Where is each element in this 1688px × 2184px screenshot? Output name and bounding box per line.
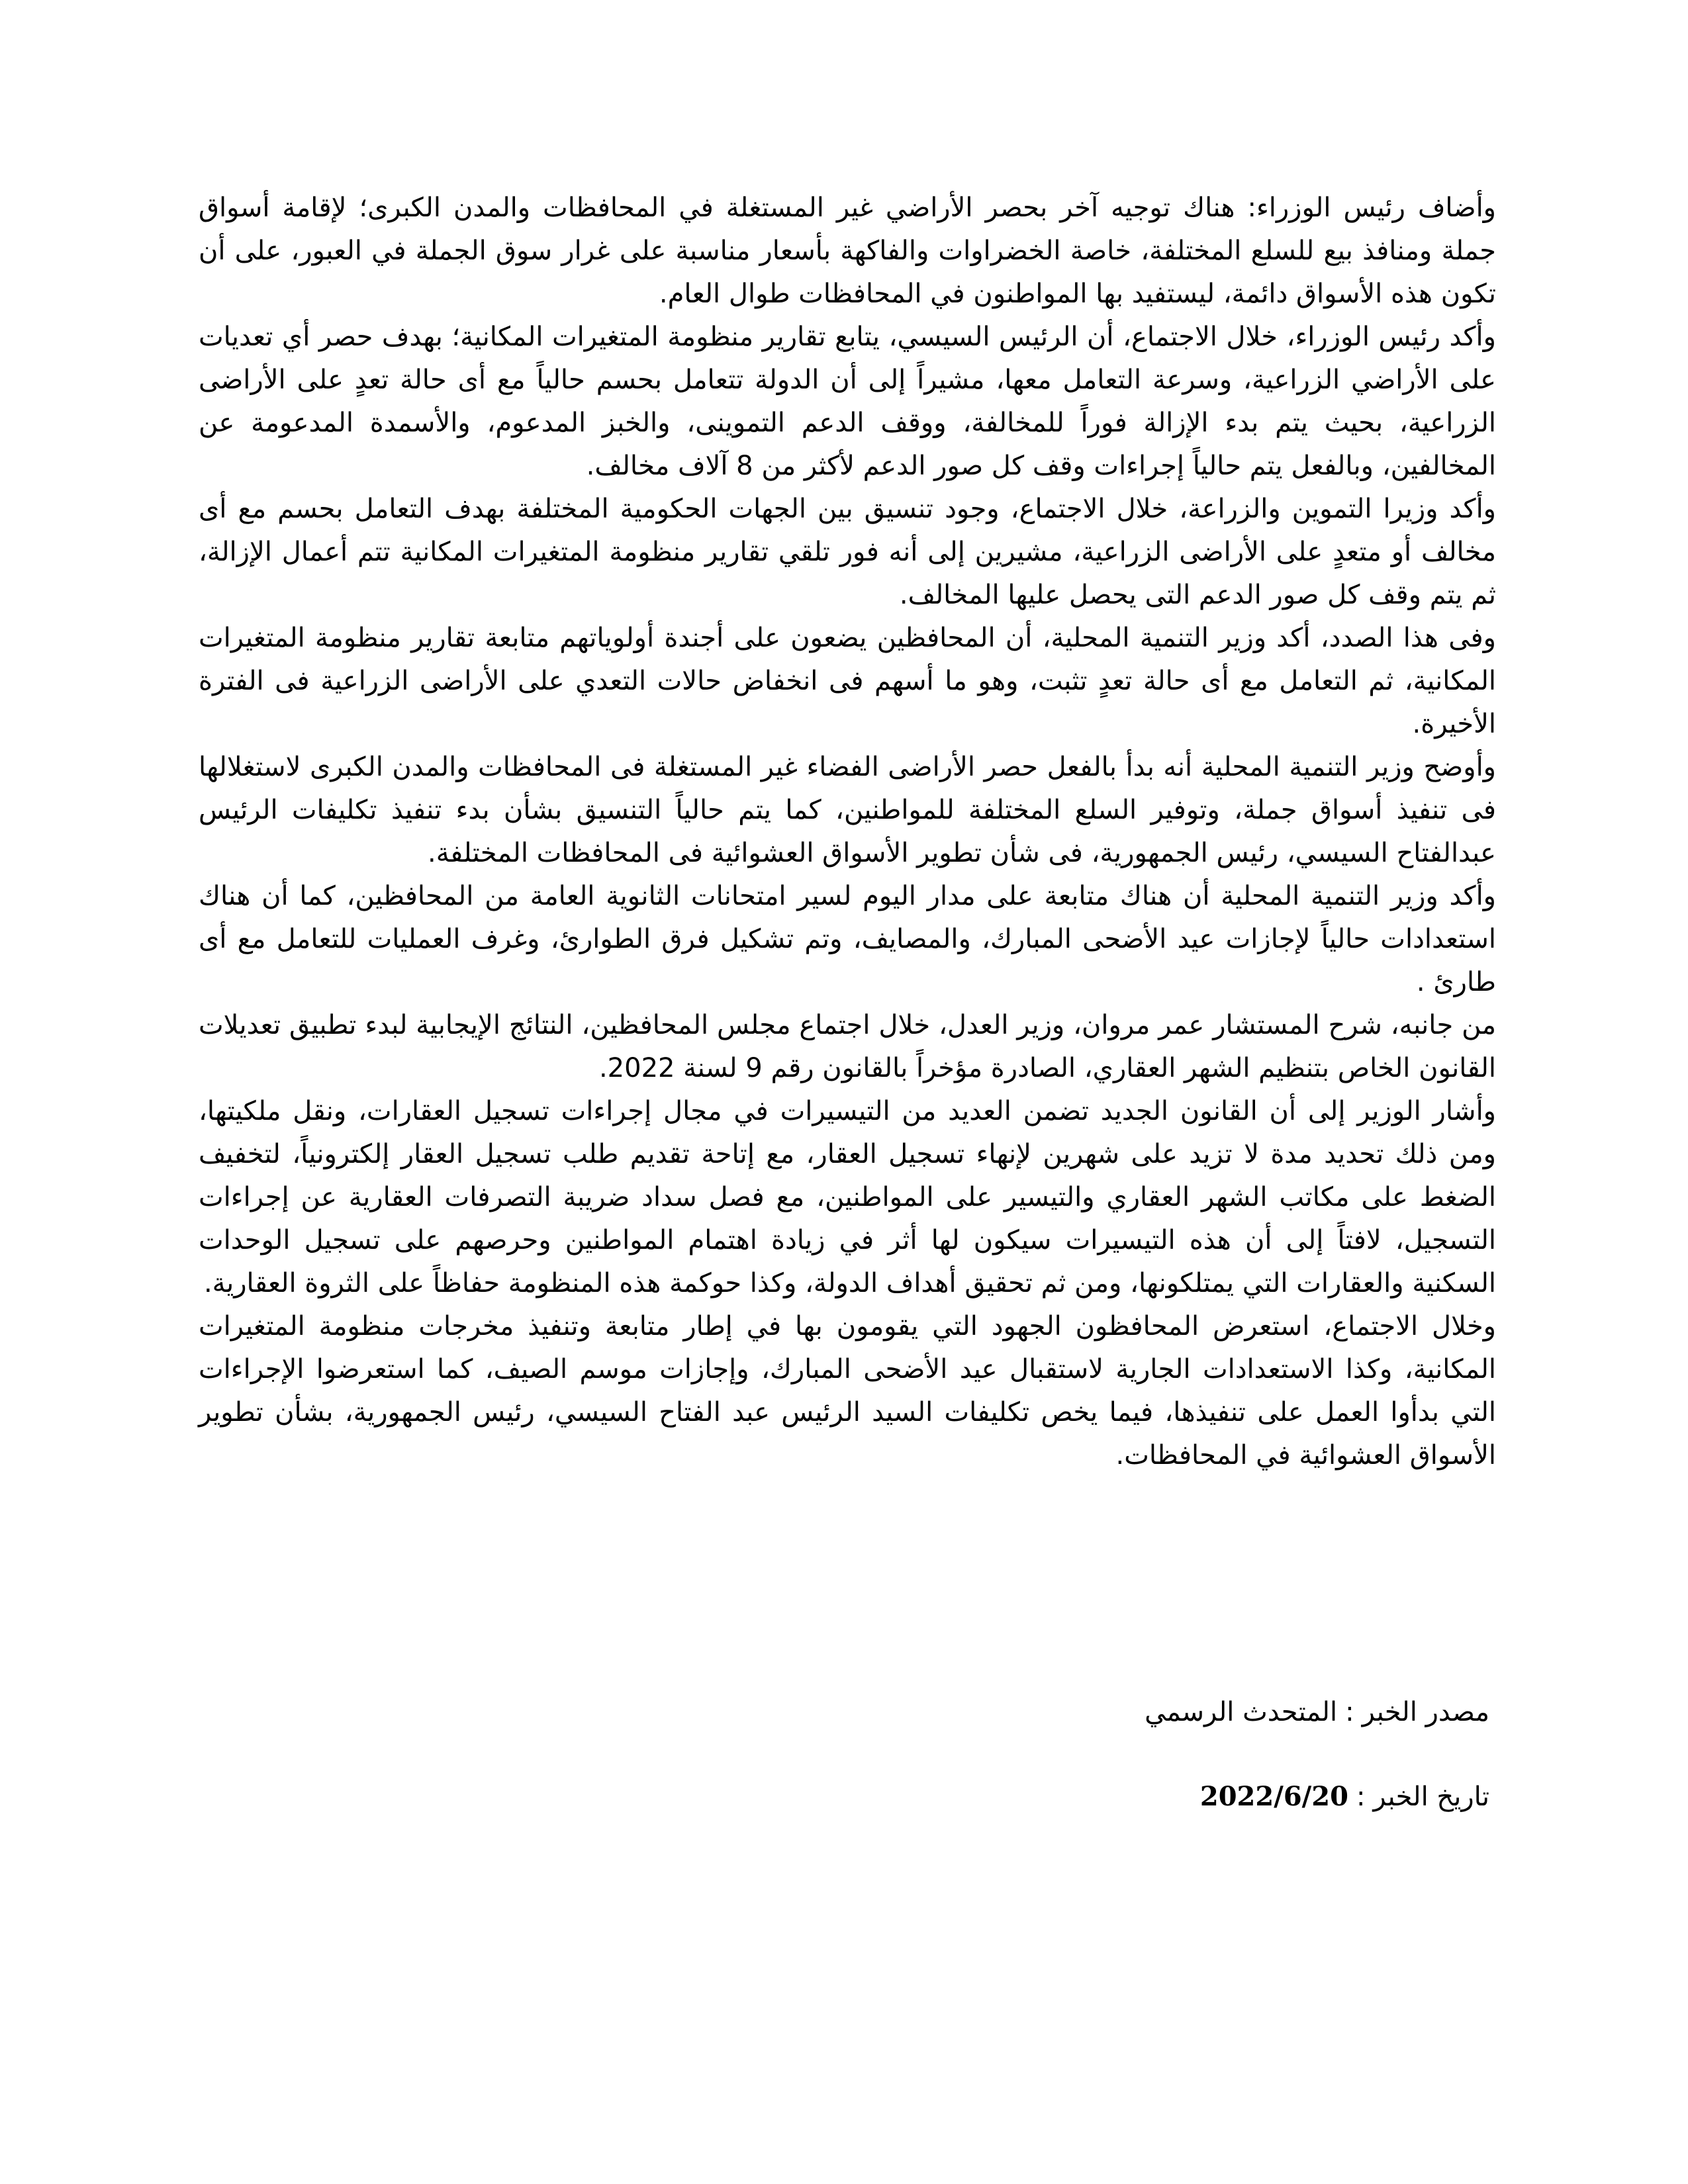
paragraph-1: وأضاف رئيس الوزراء: هناك توجيه آخر بحصر الأراضي غير المستغلة في المحافظات والمدن الكبرى؛ لإقامة أسواق جملة ومنافذ بيع للسلع المختلفة، خاصة الخضراوات والفاكهة بأسعار مناسبة على غرار سوق الجملة في العبور، على أن تكون هذه الأسواق دائمة، ليستفيد بها المواطنون في المحافظات طوال العام. — [199, 193, 1496, 309]
news-date-value: 2022/6/20 — [1199, 1781, 1348, 1812]
news-date-separator: : — [1356, 1782, 1366, 1812]
paragraph-5: وأوضح وزير التنمية المحلية أنه بدأ بالفعل حصر الأراضى الفضاء غير المستغلة فى المحافظات والمدن الكبرى لاستغلالها فى تنفيذ أسواق جملة، وتوفير السلع المختلفة للمواطنين، كما يتم حالياً التنسيق بشأن بدء تنفيذ تكليفات الرئيس عبدالفتاح السيسي، رئيس الجمهورية، فى شأن تطوير الأسواق العشوائية فى المحافظات المختلفة. — [199, 752, 1496, 868]
news-date-label: تاريخ الخبر — [1373, 1782, 1489, 1812]
paragraph-2: وأكد رئيس الوزراء، خلال الاجتماع، أن الرئيس السيسي، يتابع تقارير منظومة المتغيرات المكانية؛ بهدف حصر أي تعديات على الأراضي الزراعية، وسرعة التعامل معها، مشيراً إلى أن الدولة تتعامل بحسم حالياً مع أى حالة تعدٍ على الأراضى الزراعية، بحيث يتم بدء الإزالة فوراً للمخالفة، ووقف الدعم التموينى، والخبز المدعوم، والأسمدة المدعومة عن المخالفين، وبالفعل يتم حالياً إجراءات وقف كل صور الدعم لأكثر من 8 آلاف مخالف. — [199, 322, 1496, 481]
news-source-value: المتحدث الرسمي — [1145, 1697, 1338, 1727]
paragraph-8: وأشار الوزير إلى أن القانون الجديد تضمن العديد من التيسيرات في مجال إجراءات تسجيل العقارات، ونقل ملكيتها، ومن ذلك تحديد مدة لا تزيد على شهرين لإنهاء تسجيل العقار، مع إتاحة تقديم طلب تسجيل العقار إلكترونياً، لتخفيف الضغط على مكاتب الشهر العقاري والتيسير على المواطنين، مع فصل سداد ضريبة التصرفات العقارية عن إجراءات التسجيل، لافتاً إلى أن هذه التيسيرات سيكون لها أثر في زيادة اهتمام المواطنين وحرصهم على تسجيل الوحدات السكنية والعقارات التي يمتلكونها، ومن ثم تحقيق أهداف الدولة، وكذا حوكمة هذه المنظومة حفاظاً على الثروة العقارية. — [199, 1096, 1496, 1298]
article-body — [199, 187, 1496, 1477]
news-source-separator: : — [1345, 1697, 1354, 1727]
paragraph-9: وخلال الاجتماع، استعرض المحافظون الجهود التي يقومون بها في إطار متابعة وتنفيذ مخرجات منظومة المتغيرات المكانية، وكذا الاستعدادات الجارية لاستقبال عيد الأضحى المبارك، وإجازات موسم الصيف، كما استعرضوا الإجراءات التي بدأوا العمل على تنفيذها، فيما يخص تكليفات السيد الرئيس عبد الفتاح السيسي، رئيس الجمهورية، بشأن تطوير الأسواق العشوائية في المحافظات. — [199, 1311, 1496, 1471]
paragraph-4: وفى هذا الصدد، أكد وزير التنمية المحلية، أن المحافظين يضعون على أجندة أولوياتهم متابعة تقارير منظومة المتغيرات المكانية، ثم التعامل مع أى حالة تعدٍ تثبت، وهو ما أسهم فى انخفاض حالات التعدي على الأراضى الزراعية فى الفترة الأخيرة. — [199, 623, 1496, 739]
news-date-line — [192, 1775, 1489, 1819]
news-source-label: مصدر الخبر — [1362, 1697, 1489, 1727]
paragraph-7: من جانبه، شرح المستشار عمر مروان، وزير العدل، خلال اجتماع مجلس المحافظين، النتائج الإيجابية لبدء تطبيق تعديلات القانون الخاص بتنظيم الشهر العقاري، الصادرة مؤخراً بالقانون رقم 9 لسنة 2022. — [199, 1010, 1496, 1083]
paragraph-3: وأكد وزيرا التموين والزراعة، خلال الاجتماع، وجود تنسيق بين الجهات الحكومية المختلفة بهدف التعامل بحسم مع أى مخالف أو متعدٍ على الأراضى الزراعية، مشيرين إلى أنه فور تلقي تقارير منظومة المتغيرات المكانية تتم أعمال الإزالة، ثم يتم وقف كل صور الدعم التى يحصل عليها المخالف. — [199, 494, 1496, 610]
paragraph-6: وأكد وزير التنمية المحلية أن هناك متابعة على مدار اليوم لسير امتحانات الثانوية العامة من المحافظين، كما أن هناك استعدادات حالياً لإجازات عيد الأضحى المبارك، والمصايف، وتم تشكيل فرق الطوارئ، وغرف العمليات للتعامل مع أى طارئ . — [199, 881, 1496, 997]
news-source-line — [192, 1691, 1489, 1734]
